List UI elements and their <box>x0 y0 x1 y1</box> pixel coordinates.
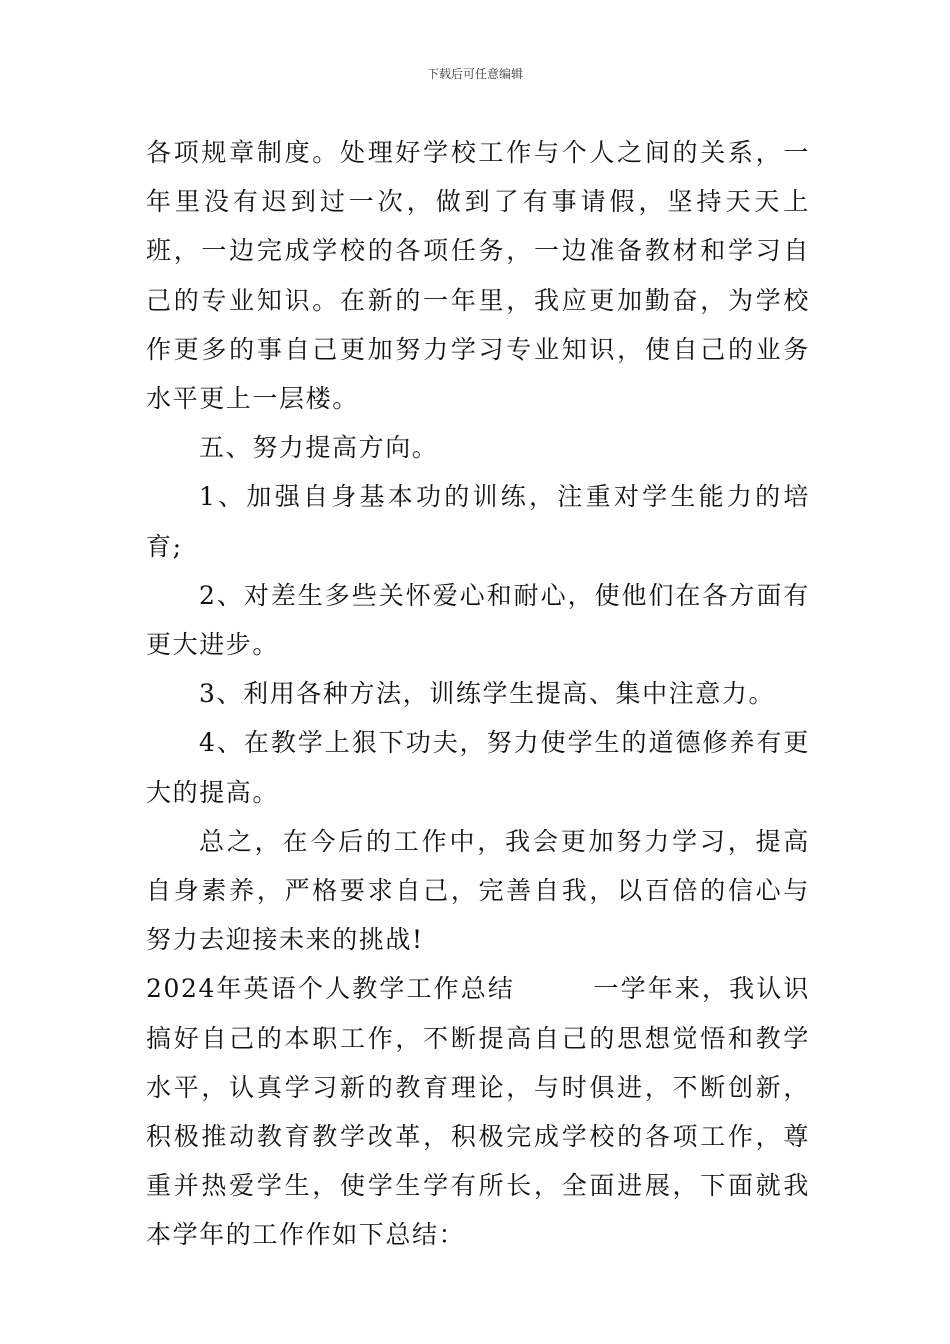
paragraph-item-4: 4、在教学上狠下功夫，努力使学生的道德修养有更大的提高。 <box>146 728 810 807</box>
section-paragraph <box>146 964 810 1259</box>
page-header: 下载后可任意编辑 <box>426 67 523 81</box>
paragraph-improvement-heading: 五、努力提高方向。 <box>199 433 439 463</box>
paragraph-regulations: 各项规章制度。处理好学校工作与个人之间的关系，一年里没有迟到过一次，做到了有事请假，坚持天天上班，一边完成学校的各项任务，一边准备教材和学习自己的专业知识。在新的一年里，我应更加勤奋，为学校作更多的事自己更加努力学习专业知识，使自己的业务水平更上一层楼。 <box>146 138 810 414</box>
paragraph-conclusion: 总之，在今后的工作中，我会更加努力学习，提高自身素养，严格要求自己，完善自我，以百倍的信心与努力去迎接未来的挑战! <box>146 826 810 955</box>
paragraph-item-1: 1、加强自身基本功的训练，注重对学生能力的培育; <box>146 482 810 561</box>
paragraph-item-3: 3、利用各种方法，训练学生提高、集中注意力。 <box>199 679 776 709</box>
paragraph-item-2: 2、对差生多些关怀爱心和耐心，使他们在各方面有更大进步。 <box>146 580 810 660</box>
section-text: 一学年来，我认识搞好自己的本职工作，不断提高自己的思想觉悟和教学水平，认真学习新的教育理论，与时俱进，不断创新，积极推动教育教学改革，积极完成学校的各项工作，尊重并热爱学生，使学生学有所长，全面进展，下面就我本学年的工作作如下总结： <box>146 974 810 1250</box>
section-title: 2024年英语个人教学工作总结 <box>146 974 515 1004</box>
document-body <box>146 128 810 1260</box>
